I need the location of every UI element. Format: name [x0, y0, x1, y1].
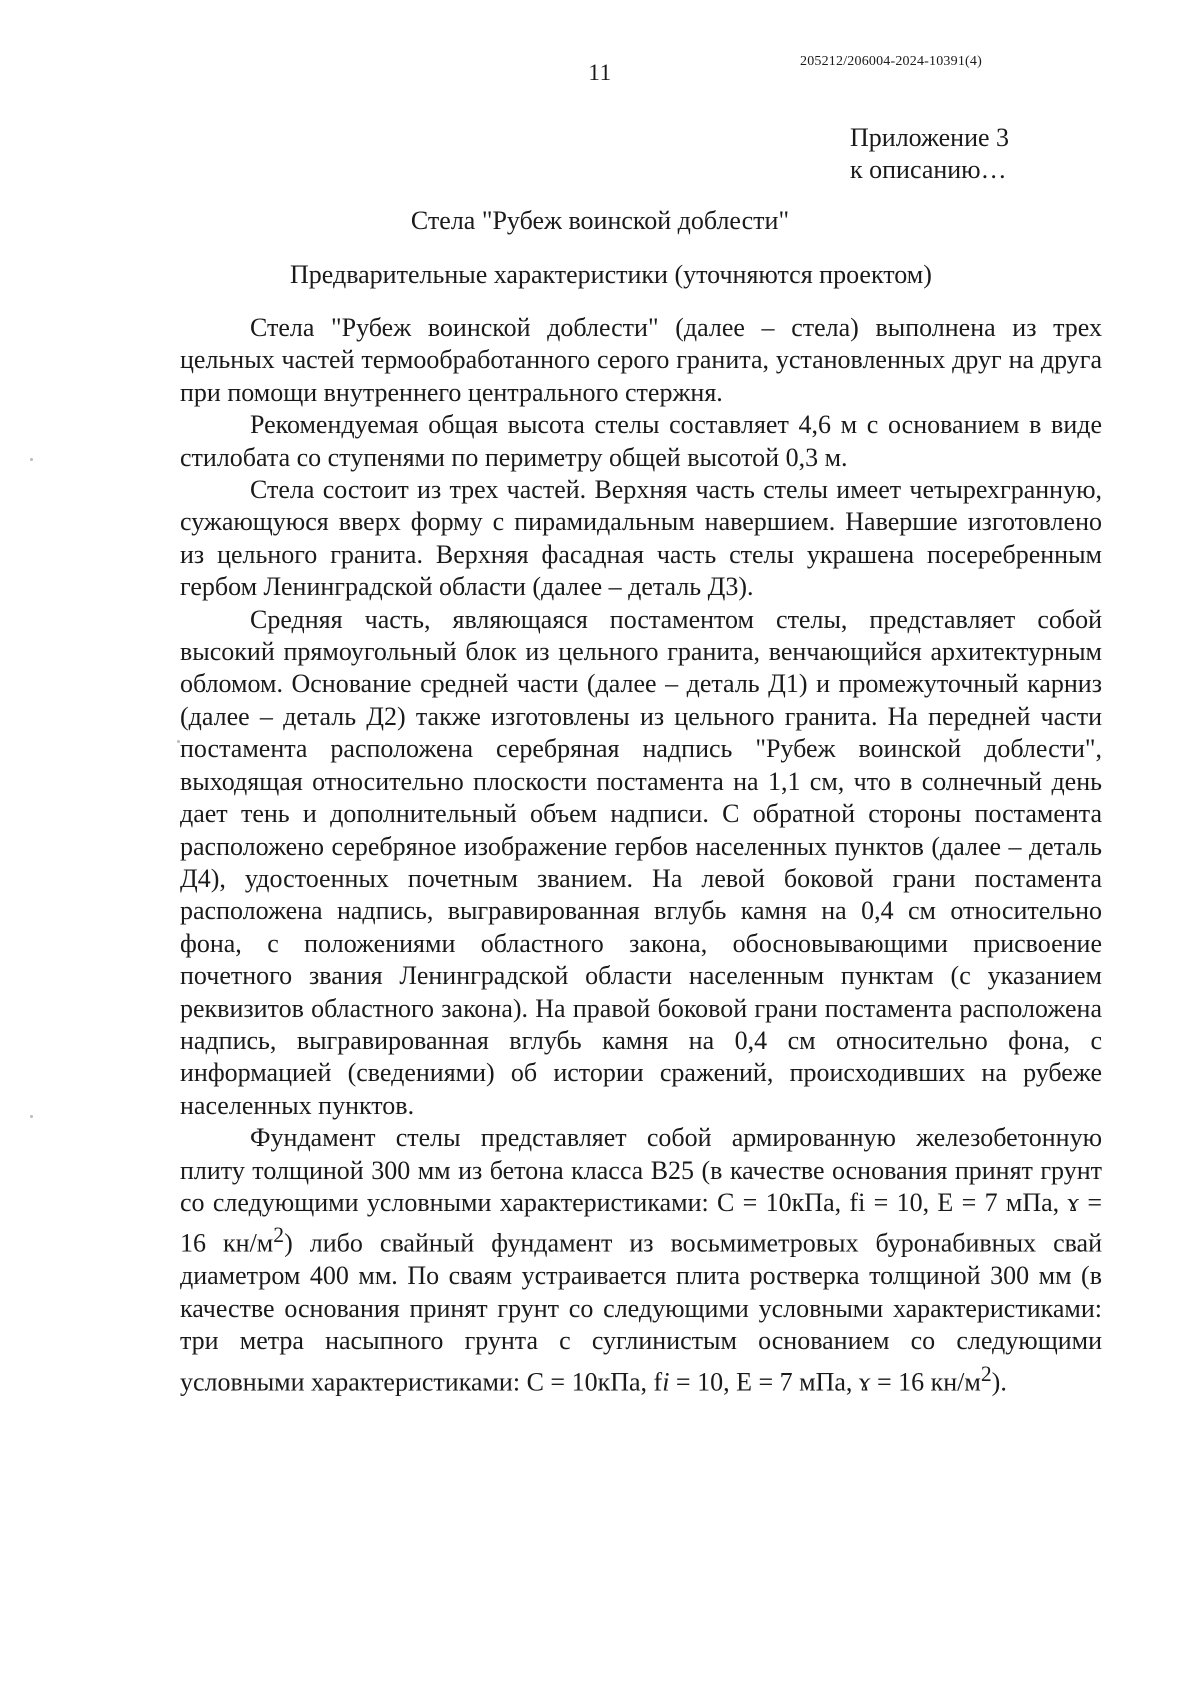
paragraph-3: Стела состоит из трех частей. Верхняя часть стелы имеет четырехгранную, сужающуюся вверх форму с пирамидальным навершием. Навершие изготовлено из цельного гранита. Верхняя фасадная часть стелы украшена посеребренным гербом Ленинградской области (далее – деталь Д3).	[180, 475, 1102, 602]
document-subtitle: Предварительные характеристики (уточняются проектом)	[290, 260, 932, 289]
appendix-line-2: к описанию…	[850, 155, 1007, 184]
scan-speck	[177, 740, 180, 743]
foundation-text-2: ) либо свайный фундамент из восьмиметровых буронабивных свай диаметром 400 мм. По сваям устраивается плита ростверка толщиной 300 мм (в качестве основания принят грунт со следующими условными характеристиками: три метра насыпного грунта с суглинистым основанием со следующими условными характеристиками: С = 10кПа, f	[180, 1229, 1102, 1397]
foundation-text-1: Фундамент стелы представляет собой армированную железобетонную плиту толщиной 300 мм из бетона класса В25 (в качестве основания принят грунт со следующими условными характеристиками: С = 10кПа, fi = 10, Е = 7 мПа, ɤ = 16 кн/м	[180, 1123, 1102, 1259]
foundation-text-4: ).	[991, 1367, 1007, 1397]
paragraph-2: Рекомендуемая общая высота стелы составляет 4,6 м с основанием в виде стилобата со ступенями по периметру общей высотой 0,3 м.	[180, 410, 1102, 472]
scan-speck	[30, 458, 33, 461]
scan-speck	[30, 1115, 33, 1118]
page-number: 11	[588, 60, 612, 85]
document-code: 205212/206004-2024-10391(4)	[800, 54, 982, 69]
paragraph-foundation	[180, 1122, 1102, 1399]
appendix-label	[850, 122, 1009, 186]
foundation-text-3: = 10, Е = 7 мПа, ɤ = 16 кн/м	[669, 1367, 981, 1397]
paragraph-1: Стела "Рубеж воинской доблести" (далее – стела) выполнена из трех цельных частей термообработанного серого гранита, установленных друг на друга при помощи внутреннего центрального стержня.	[180, 313, 1102, 407]
superscript-2: 2	[980, 1361, 992, 1386]
document-body	[180, 312, 1102, 1399]
paragraph-4: Средняя часть, являющаяся постаментом стелы, представляет собой высокий прямоугольный блок из цельного гранита, венчающийся архитектурным обломом. Основание средней части (далее – деталь Д1) и промежуточный карниз (далее – деталь Д2) также изготовлены из цельного гранита. На передней части постамента расположена серебряная надпись "Рубеж воинской доблести", выходящая относительно плоскости постамента на 1,1 см, что в солнечный день дает тень и дополнительный объем надписи. С обратной стороны постамента расположено серебряное изображение гербов населенных пунктов (далее – деталь Д4), удостоенных почетным званием. На левой боковой грани постамента расположена надпись, выгравированная вглубь камня на 0,4 см относительно фона, с положениями областного закона, обосновывающими присвоение почетного звания Ленинградской области населенным пунктам (с указанием реквизитов областного закона). На правой боковой грани постамента расположена надпись, выгравированная вглубь камня на 0,4 см относительно фона, с информацией (сведениями) об истории сражений, происходивших на рубеже населенных пунктов.	[180, 604, 1102, 1120]
superscript-2: 2	[273, 1223, 285, 1248]
document-title: Стела "Рубеж воинской доблести"	[410, 206, 790, 235]
italic-i: i	[662, 1367, 670, 1397]
appendix-line-1: Приложение 3	[850, 123, 1010, 152]
